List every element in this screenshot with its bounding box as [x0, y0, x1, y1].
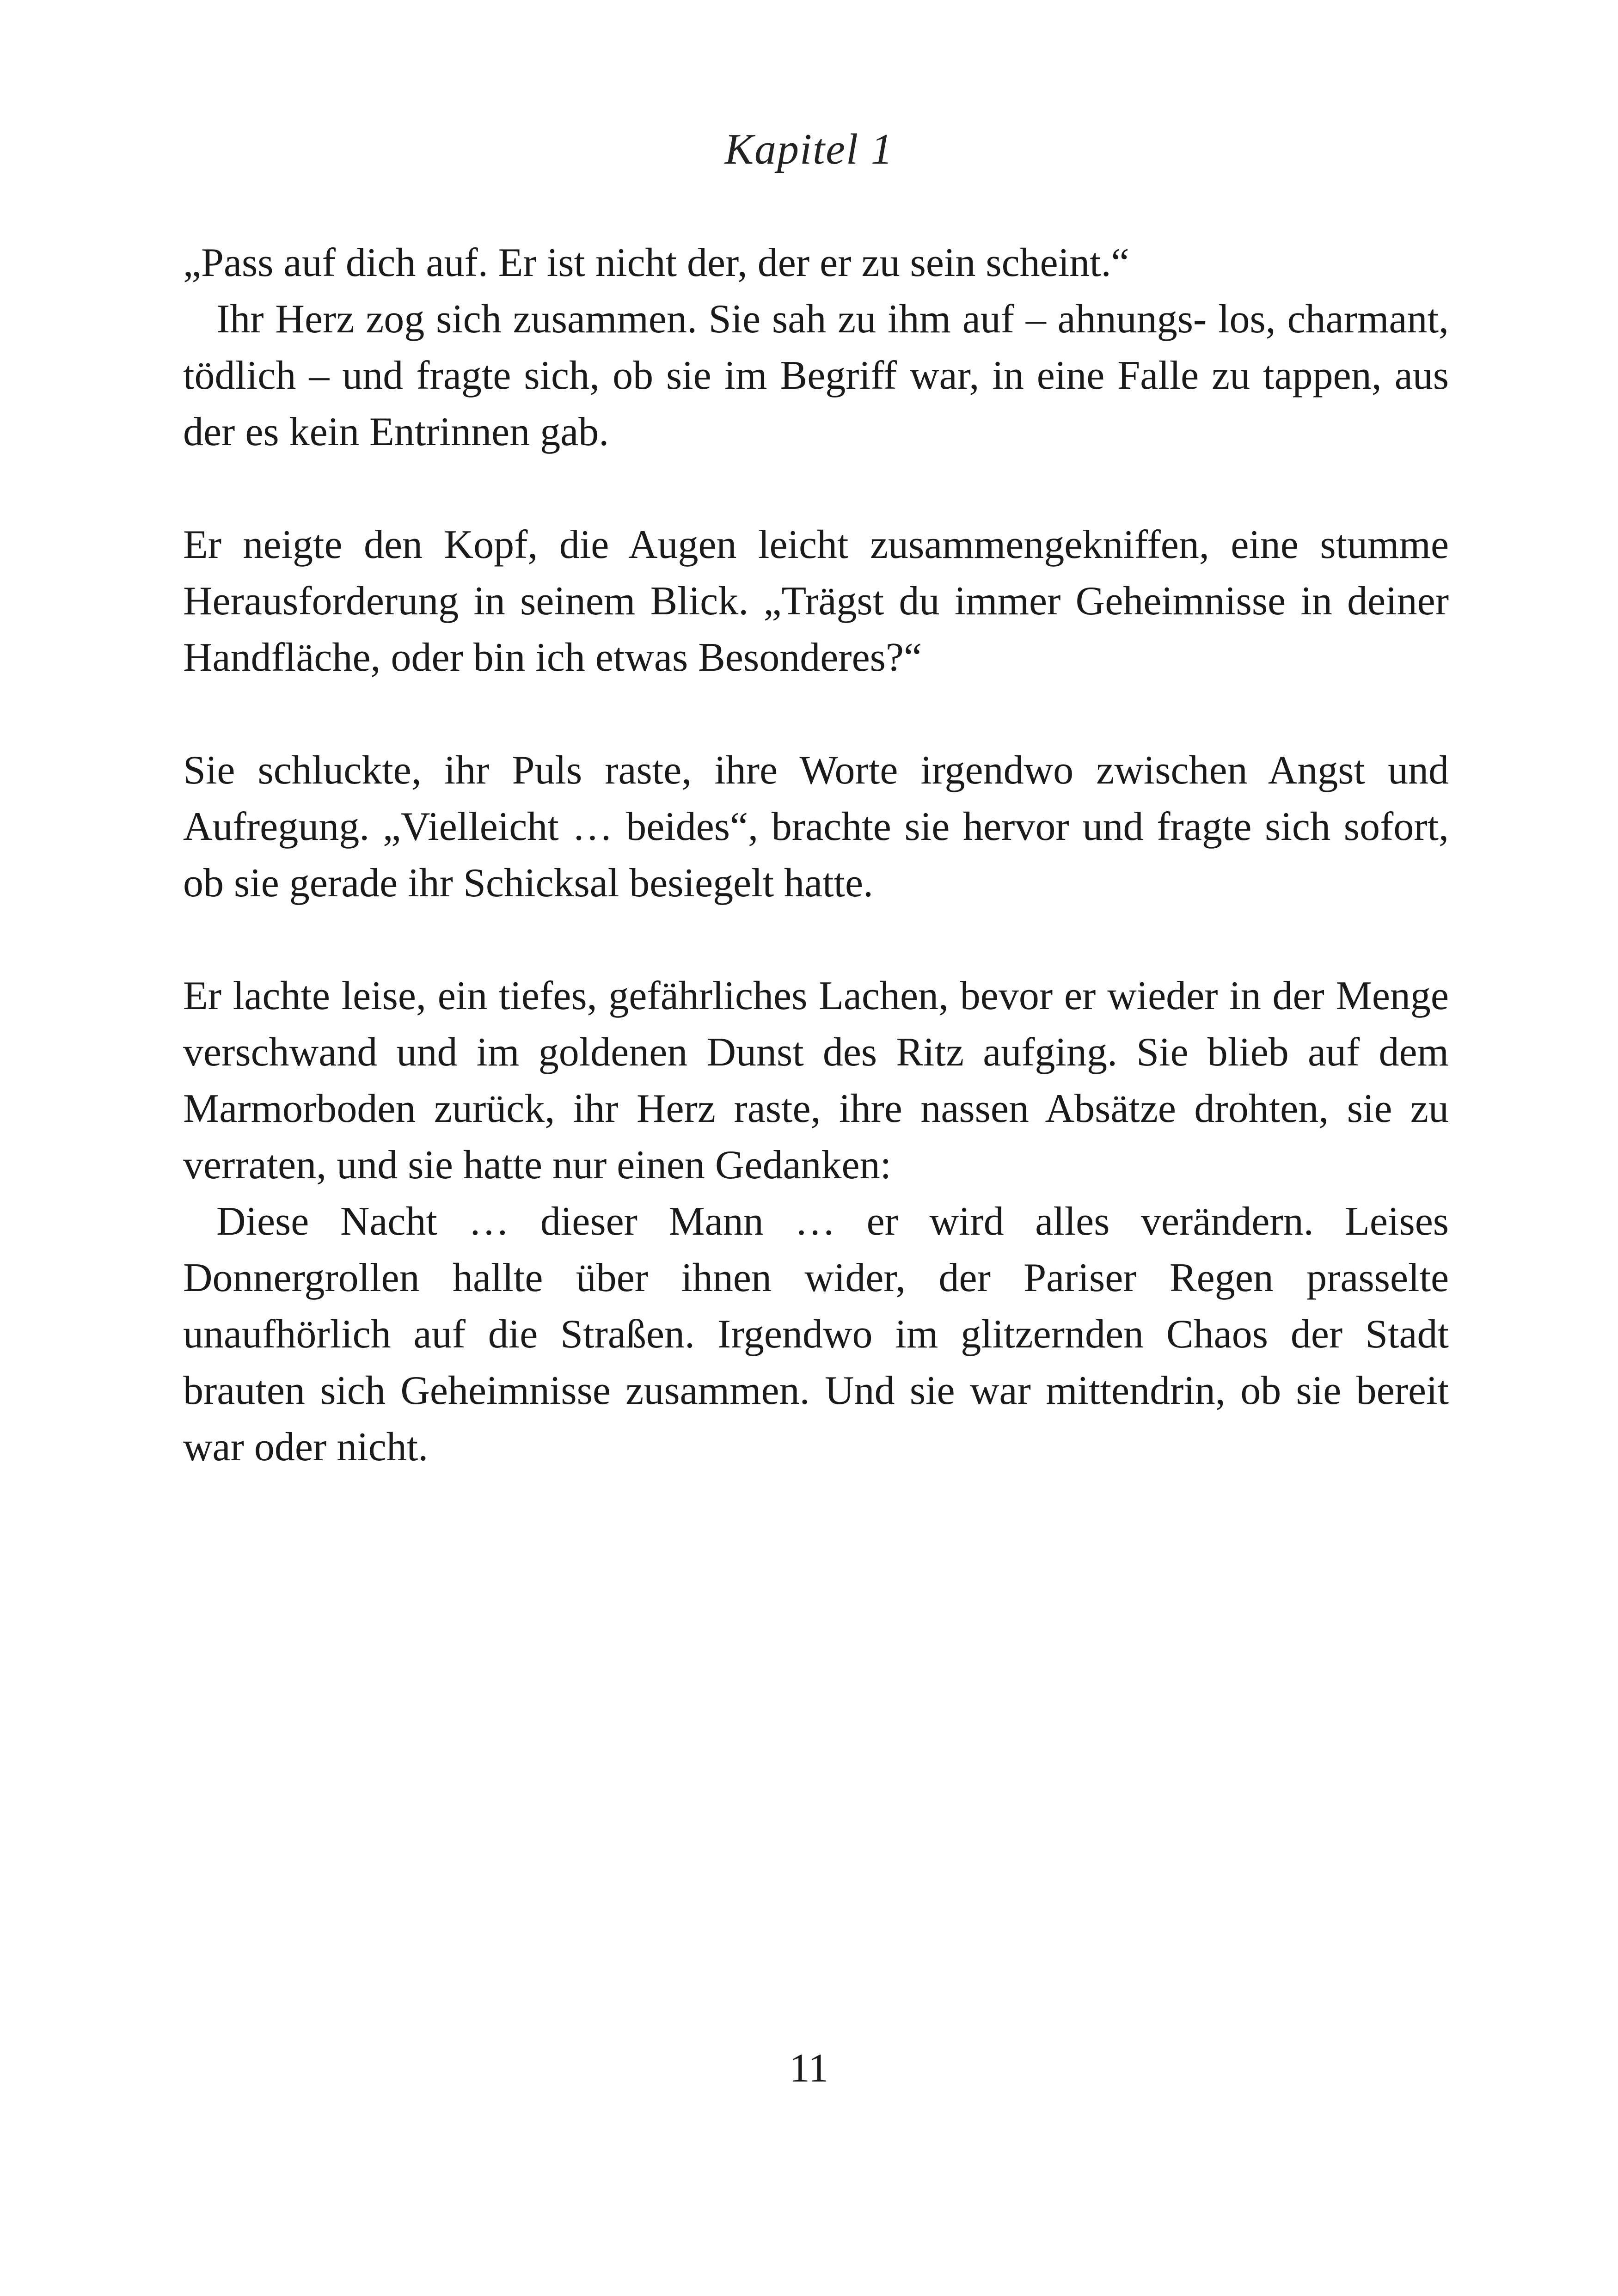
chapter-title: Kapitel 1: [724, 125, 894, 173]
body-text: [183, 235, 1449, 1476]
page-number: 11: [789, 2046, 829, 2091]
paragraph-3: Er neigte den Kopf, die Augen leicht zusammengekniffen, eine stumme Herausforderung in seinem Blick. „Trägst du immer Geheimnisse in deiner Handfläche, oder bin ich etwas Besonderes?“: [183, 522, 1449, 680]
paragraph-1: „Pass auf dich auf. Er ist nicht der, der er zu sein scheint.“: [183, 240, 1129, 285]
paragraph-5: Er lachte leise, ein tiefes, gefährliches Lachen, bevor er wieder in der Menge verschwand und im goldenen Dunst des Ritz aufging. Sie blieb auf dem Marmorboden zurück, ihr Herz raste, ihre nassen Absätze drohten, sie zu verraten, und sie hatte nur einen Gedanken:: [183, 974, 1449, 1188]
paragraph-6: Diese Nacht … dieser Mann … er wird alles verändern. Leises Donnergrollen hallte über ihnen wider, der Pariser Regen prasselte unaufhörlich auf die Straßen. Irgendwo im glitzernden Chaos der Stadt brauten sich Geheimnisse zusammen. Und sie war mittendrin, ob sie bereit war oder nicht.: [183, 1199, 1449, 1469]
paragraph-4: Sie schluckte, ihr Puls raste, ihre Worte irgendwo zwischen Angst und Aufregung. „Vielleicht … beides“, brachte sie hervor und fragte sich sofort, ob sie gerade ihr Schicksal besiegelt hatte.: [183, 748, 1449, 906]
paragraph-2: Ihr Herz zog sich zusammen. Sie sah zu ihm auf – ahnungs- los, charmant, tödlich – und fragte sich, ob sie im Begriff war, in eine Falle zu tappen, aus der es kein Entrinnen gab.: [183, 297, 1449, 454]
